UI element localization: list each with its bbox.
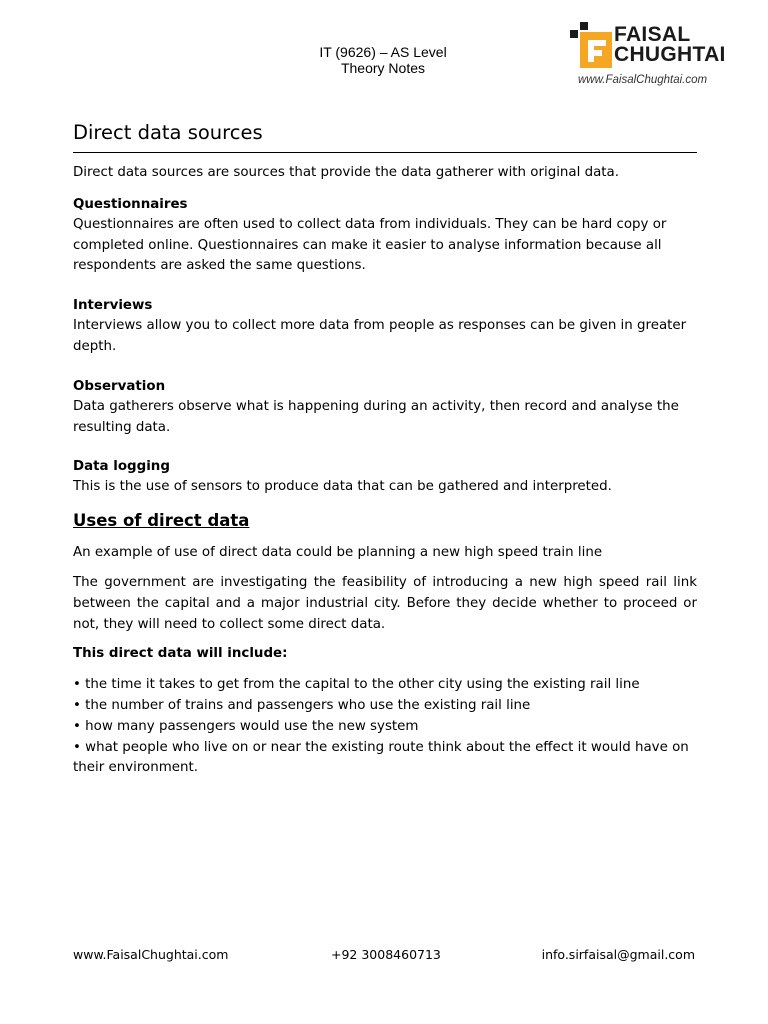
- section-data-logging: [73, 457, 697, 498]
- list-heading: This direct data will include:: [73, 646, 288, 662]
- section-questionnaires: [73, 195, 697, 277]
- uses-paragraph-2: The government are investigating the feasibility of introducing a new high speed rail link between the capital and a major industrial city. Before they decide whether to proceed or not, they will need to collect some direct data.: [73, 574, 697, 632]
- logo-mark-icon: [570, 22, 614, 72]
- footer-email: info.sirfaisal@gmail.com: [541, 947, 695, 962]
- section-heading: Data logging: [73, 459, 170, 475]
- bullet-list: [73, 675, 697, 779]
- footer-phone: +92 3008460713: [331, 947, 441, 962]
- list-item: • how many passengers would use the new system: [73, 718, 419, 734]
- section-heading: Observation: [73, 378, 166, 394]
- list-item: • what people who live on or near the existing route think about the effect it would have on their environment.: [73, 739, 689, 776]
- section-text: Questionnaires are often used to collect data from individuals. They can be hard copy or completed online. Questionnaires can make it easier to analyse information because all respondents are asked the same questions.: [73, 216, 667, 274]
- section-text: This is the use of sensors to produce data that can be gathered and interpreted.: [73, 479, 612, 495]
- footer-website: www.FaisalChughtai.com: [73, 947, 229, 962]
- intro-paragraph: Direct data sources are sources that provide the data gatherer with original data.: [73, 165, 620, 180]
- section-text: Interviews allow you to collect more data from people as responses can be given in greater depth.: [73, 318, 687, 354]
- header-course-info: [283, 44, 483, 76]
- list-item: • the time it takes to get from the capital to the other city using the existing rail line: [73, 677, 640, 693]
- uses-title: Uses of direct data: [73, 511, 250, 531]
- section-interviews: [73, 296, 697, 358]
- list-item: • the number of trains and passengers who use the existing rail line: [73, 697, 531, 713]
- course-line: IT (9626) – AS Level: [319, 44, 447, 60]
- main-content: [73, 120, 697, 779]
- page-title: Direct data sources: [73, 120, 697, 153]
- section-heading: Interviews: [73, 298, 153, 314]
- section-text: Data gatherers observe what is happening during an activity, then record and analyse the resulting data.: [73, 398, 679, 435]
- page-footer: [73, 947, 695, 967]
- logo-wordmark: FAISAL CHUGHTAI: [614, 23, 726, 66]
- uses-paragraph-1: An example of use of direct data could be planning a new high speed train line: [73, 545, 603, 561]
- section-heading: Questionnaires: [73, 196, 188, 212]
- notes-line: Theory Notes: [340, 60, 426, 76]
- logo-url: www.FaisalChughtai.com: [578, 74, 708, 86]
- section-observation: [73, 377, 697, 439]
- brand-logo: [570, 22, 740, 92]
